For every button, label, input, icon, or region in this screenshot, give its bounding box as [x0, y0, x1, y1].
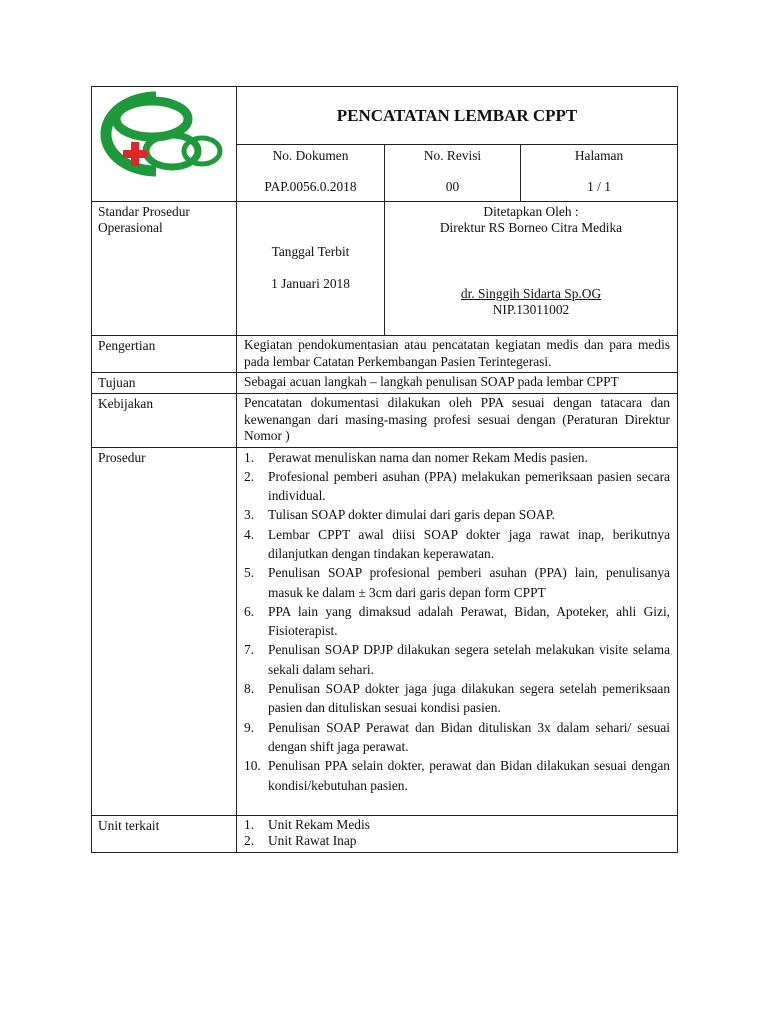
doc-number-value: PAP.0056.0.2018	[264, 179, 357, 195]
prosedur-label: Prosedur	[92, 447, 237, 815]
approval-cell	[385, 202, 678, 336]
prosedur-list	[244, 448, 670, 795]
doc-number-label: No. Dokumen	[272, 148, 349, 164]
unit-terkait-list	[244, 817, 670, 850]
sop-label-line1: Standar Prosedur	[98, 204, 190, 219]
sop-table	[91, 86, 678, 853]
revision-label: No. Revisi	[423, 148, 482, 164]
revision-cell	[385, 145, 521, 202]
page-label: Halaman	[574, 148, 624, 164]
list-item: 9. Penulisan SOAP Perawat dan Bidan dituliskan 3x dalam sehari/ sesuai dengan shift jaga perawat.	[244, 719, 671, 754]
sop-document	[91, 86, 677, 853]
list-item: 7. Penulisan SOAP DPJP dilakukan segera setelah melakukan visite selama sekali dalam sehari.	[244, 642, 671, 677]
list-item: 10. Penulisan PPA selain dokter, perawat dan Bidan dilakukan sesuai dengan kondisi/kebutuhan pasien.	[244, 758, 671, 793]
page-cell	[521, 145, 678, 202]
sop-label-line2: Operasional	[98, 220, 163, 235]
tujuan-text: Sebagai acuan langkah – langkah penulisan SOAP pada lembar CPPT	[237, 373, 678, 394]
list-item: 4. Lembar CPPT awal diisi SOAP dokter jaga rawat inap, berikutnya dilanjutkan dengan tindakan keperawatan.	[244, 526, 671, 561]
list-item: 6. PPA lain yang dimaksud adalah Perawat, Bidan, Apoteker, ahli Gizi, Fisioterapist.	[244, 603, 671, 639]
approved-label: Ditetapkan Oleh :	[483, 204, 579, 219]
pengertian-label: Pengertian	[92, 336, 237, 373]
issue-date-value: 1 Januari 2018	[271, 276, 350, 291]
doc-number-cell	[237, 145, 385, 202]
list-item: 2. Profesional pemberi asuhan (PPA) melakukan pemeriksaan pasien secara individual.	[244, 468, 671, 504]
kebijakan-text: Pencatatan dokumentasi dilakukan oleh PPA sesuai dengan tatacara dan kewenangan dari masing-masing profesi sesuai dengan (Peraturan Direktur Nomor )	[237, 394, 678, 448]
unit-terkait-cell	[237, 815, 678, 852]
issue-date-cell	[237, 202, 385, 336]
kebijakan-label: Kebijakan	[92, 394, 237, 448]
list-item: 2. Unit Rawat Inap	[244, 833, 357, 848]
prosedur-cell	[237, 447, 678, 815]
pengertian-text: Kegiatan pendokumentasian atau pencatatan kegiatan medis dan para medis pada lembar Catatan Perkembangan Pasien Terintegerasi.	[237, 336, 678, 373]
document-title: PENCATATAN LEMBAR CPPT	[237, 87, 678, 145]
revision-value: 00	[445, 179, 460, 195]
list-item: 1. Unit Rekam Medis	[244, 816, 370, 832]
unit-terkait-label: Unit terkait	[92, 815, 237, 852]
sop-label-cell	[92, 202, 237, 336]
list-item: 1. Perawat menuliskan nama dan nomer Rekam Medis pasien.	[244, 449, 588, 465]
list-item: 8. Penulisan SOAP dokter jaga juga dilakukan segera setelah pemeriksaan pasien dan dituliskan sesuai kondisi pasien.	[244, 681, 671, 716]
tujuan-label: Tujuan	[92, 373, 237, 394]
list-item: 3. Tulisan SOAP dokter dimulai dari garis depan SOAP.	[244, 507, 555, 523]
approved-by: Direktur RS Borneo Citra Medika	[439, 220, 623, 235]
signer-name: dr. Singgih Sidarta Sp.OG	[460, 286, 602, 301]
list-item: 5. Penulisan SOAP profesional pemberi asuhan (PPA) lain, penulisanya masuk ke dalam ± 3cm dari garis depan form CPPT	[244, 565, 671, 600]
hospital-logo-icon	[92, 87, 237, 197]
page-value: 1 / 1	[587, 179, 611, 195]
issue-date-label: Tanggal Terbit	[271, 244, 350, 259]
logo-cell	[92, 87, 237, 202]
signer-nip: NIP.13011002	[492, 302, 570, 317]
